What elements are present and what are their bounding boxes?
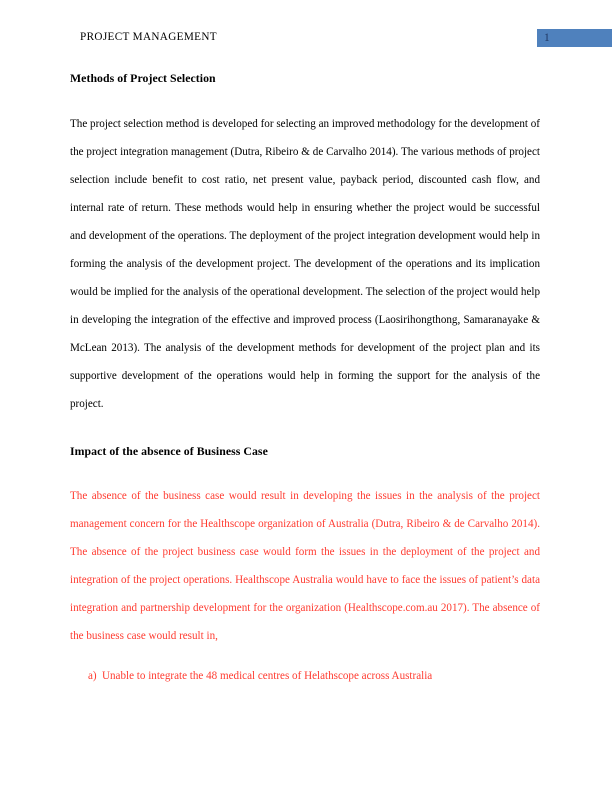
list-item-marker: a) — [88, 670, 97, 682]
header-title: PROJECT MANAGEMENT — [80, 31, 217, 43]
list-item — [70, 664, 540, 688]
section-heading-methods-of-project-selection: Methods of Project Selection — [70, 71, 216, 85]
spacer — [70, 650, 540, 664]
paragraph-impact-of-the-absence-of-business-case: The absence of the business case would result in developing the issues in the analysis of the project management concern for the Healthscope organization of Australia (Dutra, Ribeiro & de Carvalho 2014). The absence of the project business case would form the issues in the deployment of the project and integration of the project operations. Healthscope Australia would have to face the issues of patient’s data integration and partnership development for the organization (Healthscope.com.au 2017). The absence of the business case would result in, — [70, 490, 540, 642]
spacer — [70, 461, 540, 482]
page-number-box — [537, 29, 612, 47]
ordered-list — [70, 664, 540, 688]
spacer — [70, 88, 540, 110]
spacer — [70, 418, 540, 441]
page-number: 1 — [544, 32, 550, 44]
list-item-label: Unable to integrate the 48 medical centres of Helathscope across Australia — [102, 670, 433, 682]
document-body — [70, 68, 540, 688]
running-header — [0, 28, 612, 50]
section-heading-impact-of-the-absence-of-business-case: Impact of the absence of Business Case — [70, 444, 268, 458]
paragraph-methods-of-project-selection: The project selection method is developed for selecting an improved methodology for the development of the project integration management (Dutra, Ribeiro & de Carvalho 2014). The various methods of project selection include benefit to cost ratio, net present value, payback period, discounted cash flow, and internal rate of return. These methods would help in ensuring whether the project would be successful and development of the operations. The deployment of the project integration development would help in forming the analysis of the development project. The development of the operations and its implication would be implied for the analysis of the operational development. The selection of the project would help in developing the integration of the effective and improved process (Laosirihongthong, Samaranayake & McLean 2013). The analysis of the development methods for development of the project plan and its supportive development of the operations would help in forming the support for the analysis of the project. — [70, 118, 540, 410]
